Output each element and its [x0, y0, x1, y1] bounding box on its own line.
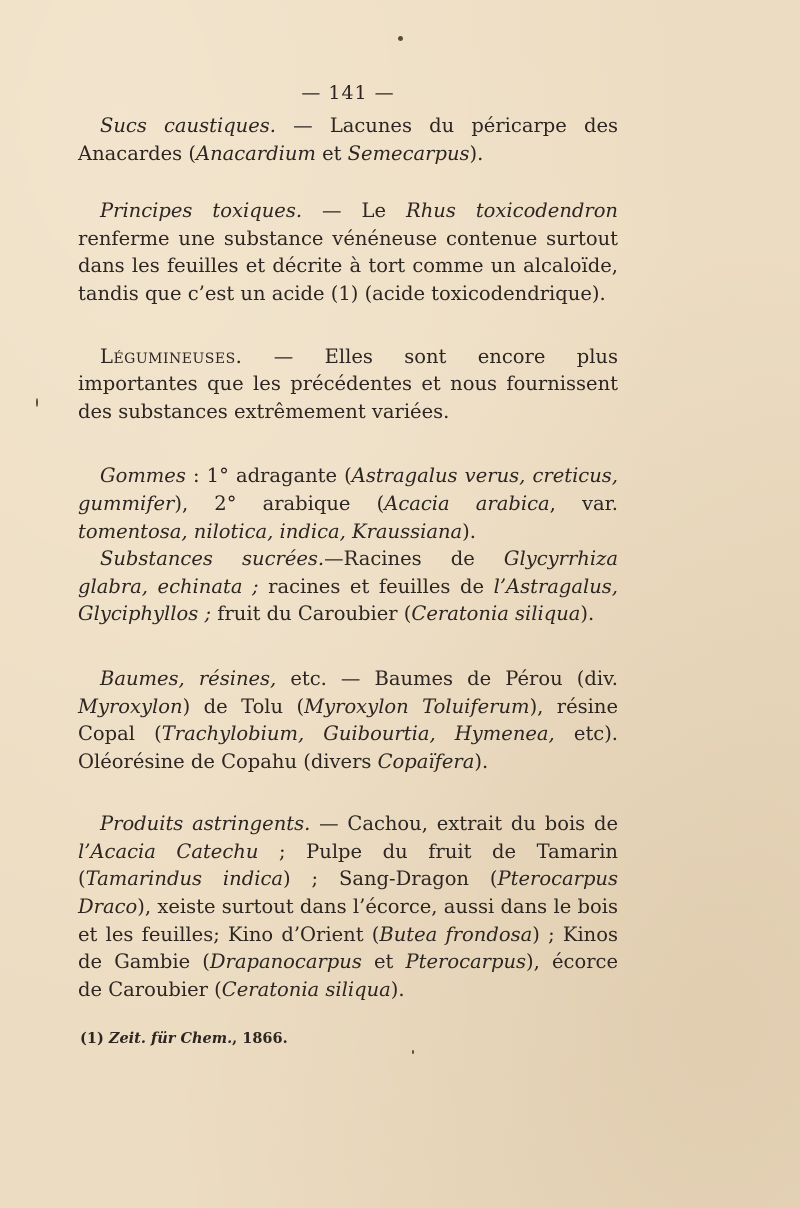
- paper-speck: [36, 398, 38, 407]
- heading-substances-sucrees: Substances sucrées.: [100, 547, 325, 571]
- heading-sucs-caustiques: Sucs caustiques.: [100, 114, 276, 137]
- paragraph-legumineuses: Légumineuses. — Elles sont encore plus importantes que les précédentes et nous fournissent des substances extrêmement variées.: [78, 344, 618, 423]
- paragraph-sucs-caustiques: Sucs caustiques. — Lacunes du péricarpe des Anacardes (Anacardium et Semecarpus).: [78, 114, 618, 165]
- paragraph-principes-toxiques: Principes toxiques. — Le Rhus toxicodendron renferme une substance vénéneuse contenue surtout dans les feuilles et décrite à tort comme un alcaloïde, tandis que c’est un acide (1) (acide toxicodendrique).: [78, 199, 618, 305]
- heading-legumineuses: Légumineuses.: [100, 344, 243, 368]
- page-number: — 141 —: [301, 82, 395, 104]
- footnote: (1) Zeit. für Chem., 1866.: [80, 1030, 288, 1048]
- book-page: [78, 82, 618, 1049]
- heading-gommes: Gommes: [100, 464, 186, 488]
- paragraph-produits-astringents: Produits astringents. — Cachou, extrait du bois de l’Acacia Catechu ; Pulpe du fruit de Tamarin (Tamarindus indica) ; Sang-Dragon (Pterocarpus Draco), xeiste surtout dans l’écorce, aussi dans le bois et les feuilles; Kino d’Orient (Butea frondosa) ; Kinos de Gambie (Drapanocarpus et Pterocarpus), écorce de Caroubier (Ceratonia siliqua).: [78, 812, 618, 1001]
- heading-baumes: Baumes, résines,: [100, 666, 277, 690]
- heading-produits-astringents: Produits astringents.: [100, 812, 311, 836]
- heading-principes-toxiques: Principes toxiques.: [100, 199, 303, 223]
- paper-speck: [412, 1050, 414, 1054]
- paragraph-baumes: Baumes, résines, etc. — Baumes de Pérou (div. Myroxylon) de Tolu (Myroxylon Toluiferum), résine Copal (Trachylobium, Guibourtia, Hymenea, etc). Oléorésine de Copahu (divers Copaïfera).: [78, 666, 619, 773]
- paragraph-substances-sucrees: Substances sucrées.—Racines de Glycyrrhiza glabra, echinata ; racines et feuilles de l’Astragalus, Glyciphyllos ; fruit du Caroubier (Ceratonia siliqua).: [78, 547, 618, 626]
- paragraph-gommes: Gommes : 1° adragante (Astragalus verus, creticus, gummifer), 2° arabique (Acacia arabica, var. tomentosa, nilotica, indica, Kraussiana).: [78, 464, 619, 543]
- footnote-source: Zeit. für Chem.: [108, 1030, 233, 1048]
- paper-speck: [398, 36, 403, 41]
